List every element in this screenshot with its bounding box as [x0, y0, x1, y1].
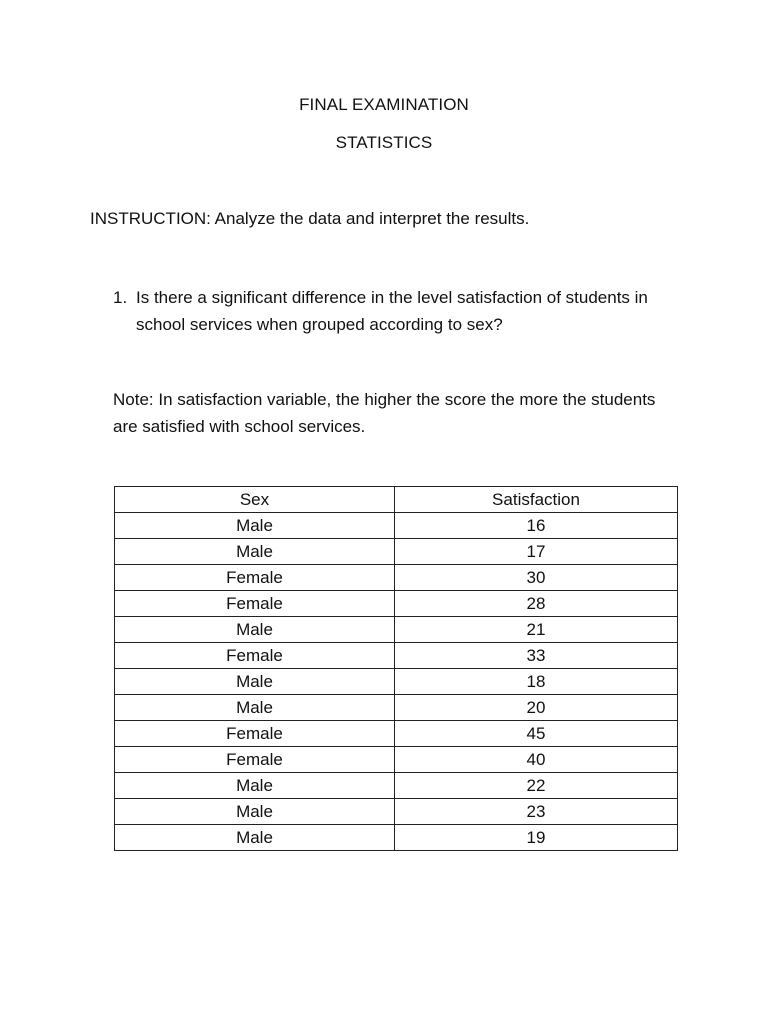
- sex-cell: Male: [115, 825, 395, 851]
- column-header-satisfaction: Satisfaction: [395, 487, 678, 513]
- table-row: [115, 721, 678, 747]
- sex-cell: Female: [115, 747, 395, 773]
- satisfaction-cell: 45: [395, 721, 678, 747]
- table-row: [115, 617, 678, 643]
- table-header-row: [115, 487, 678, 513]
- note-text: Note: In satisfaction variable, the higher the score the more the students are satisfied with school services.: [113, 390, 656, 436]
- satisfaction-cell: 28: [395, 591, 678, 617]
- table-row: [115, 747, 678, 773]
- satisfaction-cell: 21: [395, 617, 678, 643]
- sex-cell: Female: [115, 721, 395, 747]
- sex-cell: Male: [115, 539, 395, 565]
- exam-subject: STATISTICS: [335, 133, 433, 152]
- question-text: Is there a significant difference in the level satisfaction of students in school services when grouped according to sex?: [136, 288, 648, 334]
- satisfaction-cell: 16: [395, 513, 678, 539]
- table-row: [115, 565, 678, 591]
- table-row: [115, 591, 678, 617]
- table-row: [115, 695, 678, 721]
- instruction-text: INSTRUCTION: Analyze the data and interpret the results.: [90, 209, 530, 228]
- table-row: [115, 825, 678, 851]
- table-row: [115, 669, 678, 695]
- satisfaction-cell: 18: [395, 669, 678, 695]
- satisfaction-cell: 33: [395, 643, 678, 669]
- sex-cell: Male: [115, 695, 395, 721]
- sex-cell: Female: [115, 591, 395, 617]
- satisfaction-cell: 20: [395, 695, 678, 721]
- table-row: [115, 773, 678, 799]
- sex-cell: Male: [115, 799, 395, 825]
- table-row: [115, 799, 678, 825]
- column-header-sex: Sex: [115, 487, 395, 513]
- satisfaction-cell: 17: [395, 539, 678, 565]
- satisfaction-cell: 30: [395, 565, 678, 591]
- table-body: [115, 513, 678, 851]
- sex-cell: Male: [115, 513, 395, 539]
- sex-cell: Female: [115, 565, 395, 591]
- question-item: [113, 284, 693, 338]
- table-row: [115, 539, 678, 565]
- satisfaction-cell: 22: [395, 773, 678, 799]
- satisfaction-cell: 23: [395, 799, 678, 825]
- sex-cell: Male: [115, 669, 395, 695]
- table-row: [115, 513, 678, 539]
- sex-cell: Female: [115, 643, 395, 669]
- sex-cell: Male: [115, 773, 395, 799]
- table-row: [115, 643, 678, 669]
- exam-title: FINAL EXAMINATION: [299, 95, 469, 114]
- sex-cell: Male: [115, 617, 395, 643]
- satisfaction-cell: 40: [395, 747, 678, 773]
- data-table: [114, 486, 678, 851]
- question-number: 1.: [113, 288, 128, 307]
- satisfaction-cell: 19: [395, 825, 678, 851]
